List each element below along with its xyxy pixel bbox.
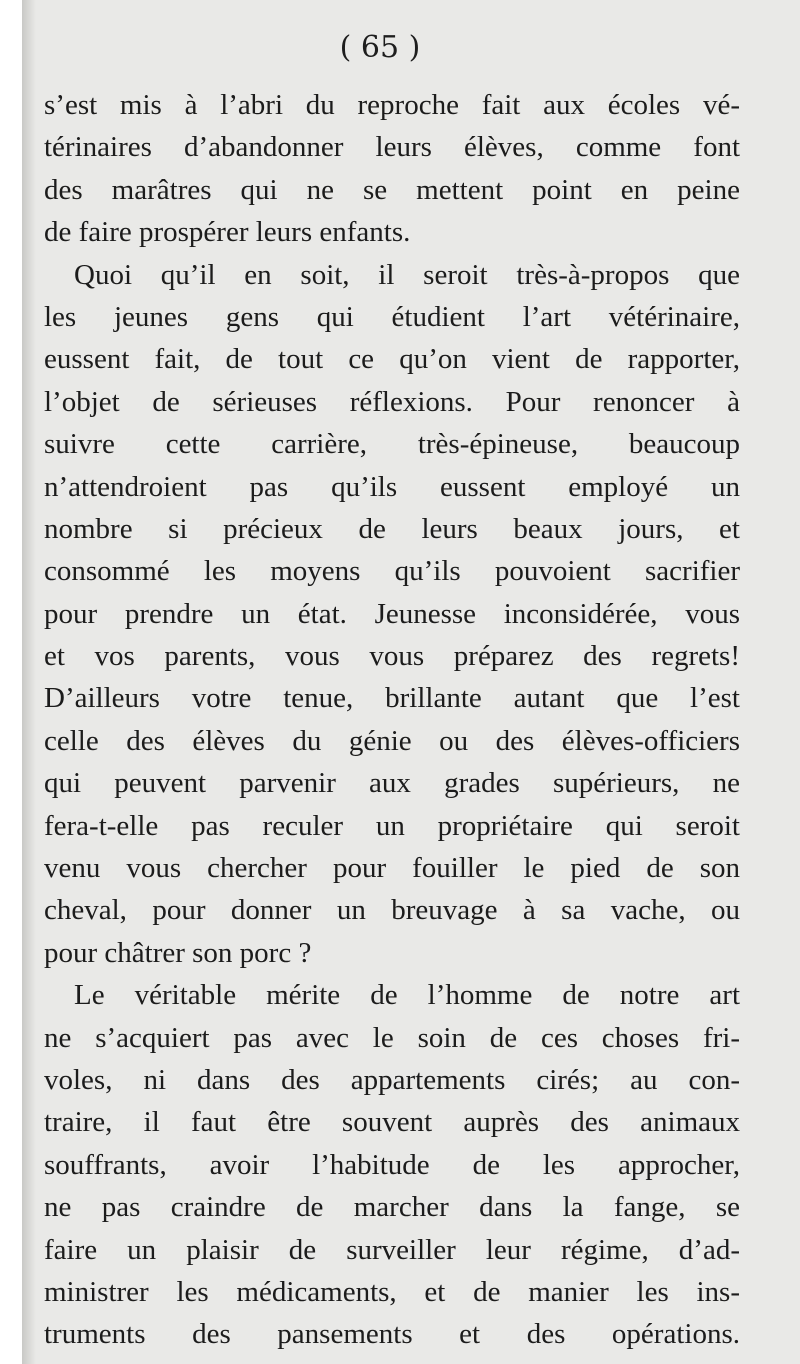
text-line: ne pas craindre de marcher dans la fange, se (44, 1191, 740, 1224)
text-line: l’objet de sérieuses réflexions. Pour renoncer à (44, 385, 740, 418)
text-line: ne s’acquiert pas avec le soin de ces choses fri- (44, 1021, 740, 1054)
page-margin-edge (0, 0, 22, 1364)
text-line: n’attendroient pas qu’ils eussent employé un (44, 470, 740, 503)
text-line: truments des pansements et des opérations. (44, 1318, 740, 1351)
text-line: qui peuvent parvenir aux grades supérieurs, ne (44, 767, 740, 800)
text-line: traire, il faut être souvent auprès des animaux (44, 1106, 740, 1139)
text-line: faire un plaisir de surveiller leur régime, d’ad- (44, 1233, 740, 1266)
text-line: D’ailleurs votre tenue, brillante autant que l’est (44, 682, 740, 715)
text-line: Quoi qu’il en soit, il seroit très-à-propos que (74, 258, 740, 291)
text-line: des marâtres qui ne se mettent point en peine (44, 173, 740, 206)
text-line: venu vous chercher pour fouiller le pied de son (44, 852, 740, 885)
text-line: nombre si précieux de leurs beaux jours, et (44, 512, 740, 545)
text-line: pour châtrer son porc ? (44, 936, 312, 969)
binding-shadow (22, 0, 36, 1364)
text-line: pour prendre un état. Jeunesse inconsidérée, vous (44, 597, 740, 630)
text-line: de faire prospérer leurs enfants. (44, 216, 411, 249)
text-line: térinaires d’abandonner leurs élèves, comme font (44, 131, 740, 164)
text-line: les jeunes gens qui étudient l’art vétérinaire, (44, 300, 740, 333)
text-line: et vos parents, vous vous préparez des regrets! (44, 640, 740, 673)
body-text (44, 84, 740, 1356)
text-line: voles, ni dans des appartements cirés; au con- (44, 1063, 740, 1096)
text-line: consommé les moyens qu’ils pouvoient sacrifier (44, 555, 740, 588)
text-line: fera-t-elle pas reculer un propriétaire qui seroit (44, 809, 740, 842)
text-line: eussent fait, de tout ce qu’on vient de rapporter, (44, 343, 740, 376)
text-line: ministrer les médicaments, et de manier les ins- (44, 1275, 740, 1308)
page-number: ( 65 ) (339, 30, 421, 65)
text-line: souffrants, avoir l’habitude de les approcher, (44, 1148, 740, 1181)
text-line: Le véritable mérite de l’homme de notre art (74, 979, 740, 1012)
text-line: suivre cette carrière, très-épineuse, beaucoup (44, 428, 740, 461)
text-line: celle des élèves du génie ou des élèves-officiers (44, 724, 740, 757)
text-line: cheval, pour donner un breuvage à sa vache, ou (44, 894, 740, 927)
text-line: s’est mis à l’abri du reproche fait aux écoles vé- (44, 89, 740, 121)
